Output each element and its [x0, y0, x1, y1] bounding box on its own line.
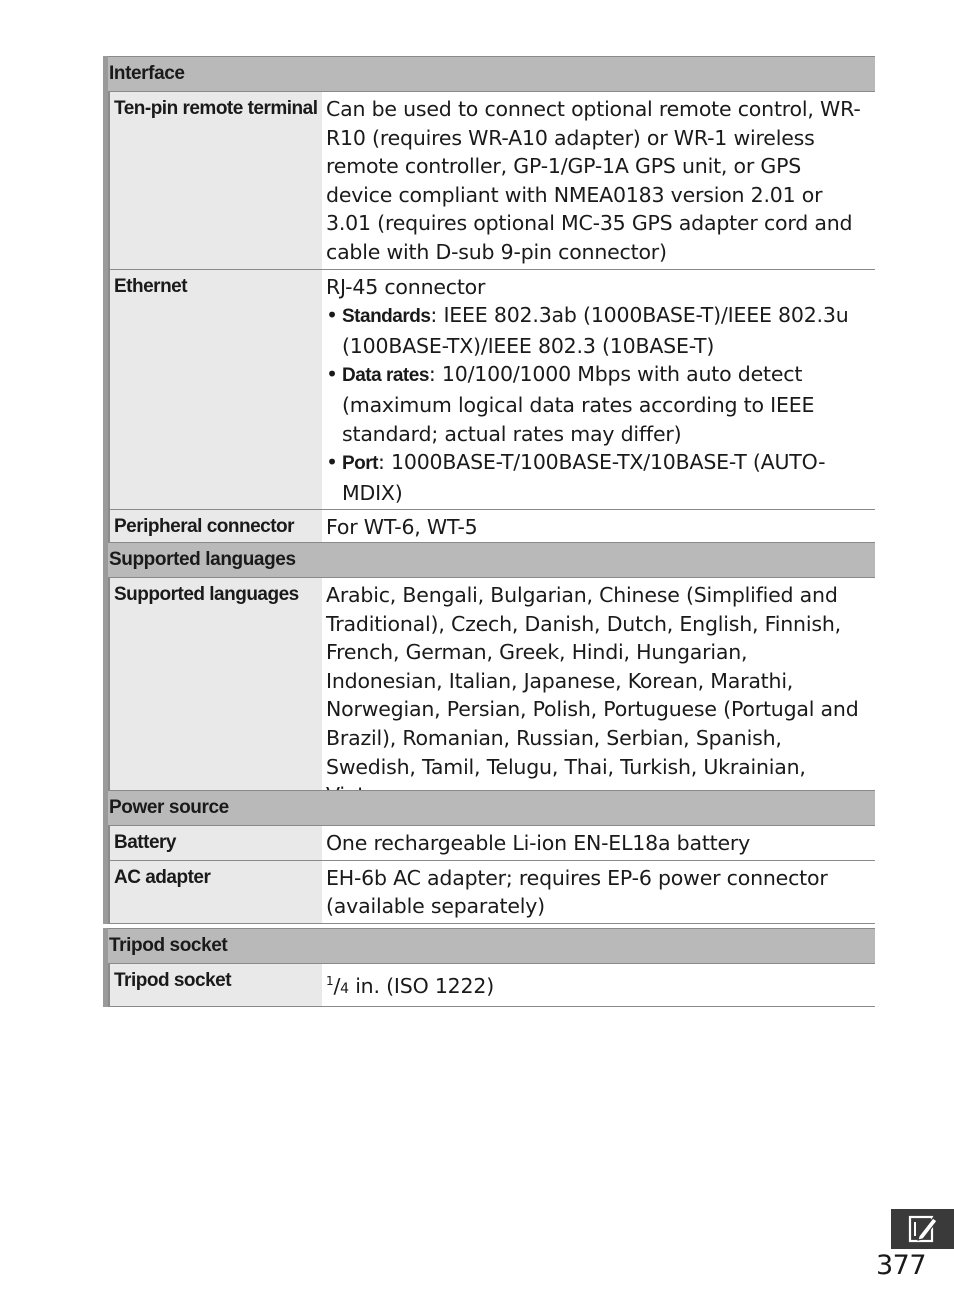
- pencil-note-icon: [906, 1214, 940, 1244]
- bullet-text: : 10/100/1000 Mbps with auto detect (maximum logical data rates according to IEEE standard; actual rates may differ): [342, 362, 815, 446]
- bullet-text: : 1000BASE-T/100BASE-TX/10BASE-T (AUTO-MDIX): [342, 450, 826, 505]
- row-value: $^1$/4 in. (ISO 1222): [326, 974, 494, 998]
- row-value: EH-6b AC adapter; requires EP-6 power connector (available separately): [326, 865, 828, 919]
- section-title: Tripod socket: [108, 928, 875, 964]
- spec-row-peripheral: [108, 510, 875, 545]
- list-item: [326, 448, 869, 507]
- bullet-text: : IEEE 802.3ab (1000BASE-T)/IEEE 802.3u (100BASE-TX)/IEEE 802.3 (10BASE-T): [342, 303, 849, 358]
- spec-row-battery: [108, 826, 875, 861]
- spec-row-tripod: [108, 964, 875, 1007]
- chapter-tab: [891, 1209, 954, 1249]
- fraction-numerator: 1: [326, 974, 334, 988]
- row-label: AC adapter: [108, 861, 322, 923]
- bullet-key: Standards: [342, 306, 431, 328]
- section-supported-languages: [103, 542, 875, 813]
- row-label: Peripheral connector: [108, 510, 322, 544]
- section-power-source: [103, 790, 875, 924]
- spec-row-languages: [108, 578, 875, 813]
- bullet-key: Data rates: [342, 365, 429, 387]
- row-label: Supported languages: [108, 578, 322, 812]
- row-label: Ten-pin remote terminal: [108, 92, 322, 269]
- row-value: [322, 270, 875, 510]
- ethernet-spec-list: [326, 301, 869, 507]
- row-value: Arabic, Bengali, Bulgarian, Chinese (Simplified and Traditional), Czech, Danish, Dutch, English, Finnish, French, German, Greek, Hindi, Hungarian, Indonesian, Italian, Japanese, Korean, Marathi, Norwegian, Persian, Polish, Portuguese (Portugal and Brazil), Romanian, Russian, Serbian, Spanish, Swedish, Tamil, Telugu, Thai, Turkish, Ukrainian,: [326, 583, 859, 779]
- row-value: Can be used to connect optional remote control, WR-R10 (requires WR-A10 adapter) or WR-1 wireless remote controller, GP-1/GP-1A GPS unit, or GPS device compliant with NMEA0183 version 2.01 or 3.01 (requires optional MC-35 GPS adapter cord and cable with D-sub 9-pin connector): [326, 97, 861, 264]
- page-number: 377: [876, 1250, 927, 1281]
- section-title: Interface: [108, 56, 875, 92]
- spec-row-ac-adapter: [108, 861, 875, 924]
- list-item: [326, 360, 869, 448]
- row-label: Ethernet: [108, 270, 322, 510]
- section-title: Power source: [108, 790, 875, 826]
- bullet-key: Port: [342, 453, 378, 475]
- row-label: Battery: [108, 826, 322, 860]
- ethernet-connector: RJ-45 connector: [326, 274, 486, 299]
- row-value: One rechargeable Li-ion EN-EL18a battery: [326, 831, 751, 855]
- tripod-value-text: in. (ISO 1222): [348, 974, 494, 998]
- section-title: Supported languages: [108, 542, 875, 578]
- row-label: Tripod socket: [108, 964, 322, 1006]
- spec-row-ethernet: [108, 270, 875, 511]
- fraction-denominator: 4: [340, 981, 349, 997]
- section-interface: [103, 56, 875, 545]
- row-value: For WT-6, WT-5: [326, 515, 478, 540]
- section-tripod-socket: [103, 928, 875, 1007]
- list-item: [326, 301, 869, 360]
- spec-row-ten-pin: [108, 92, 875, 270]
